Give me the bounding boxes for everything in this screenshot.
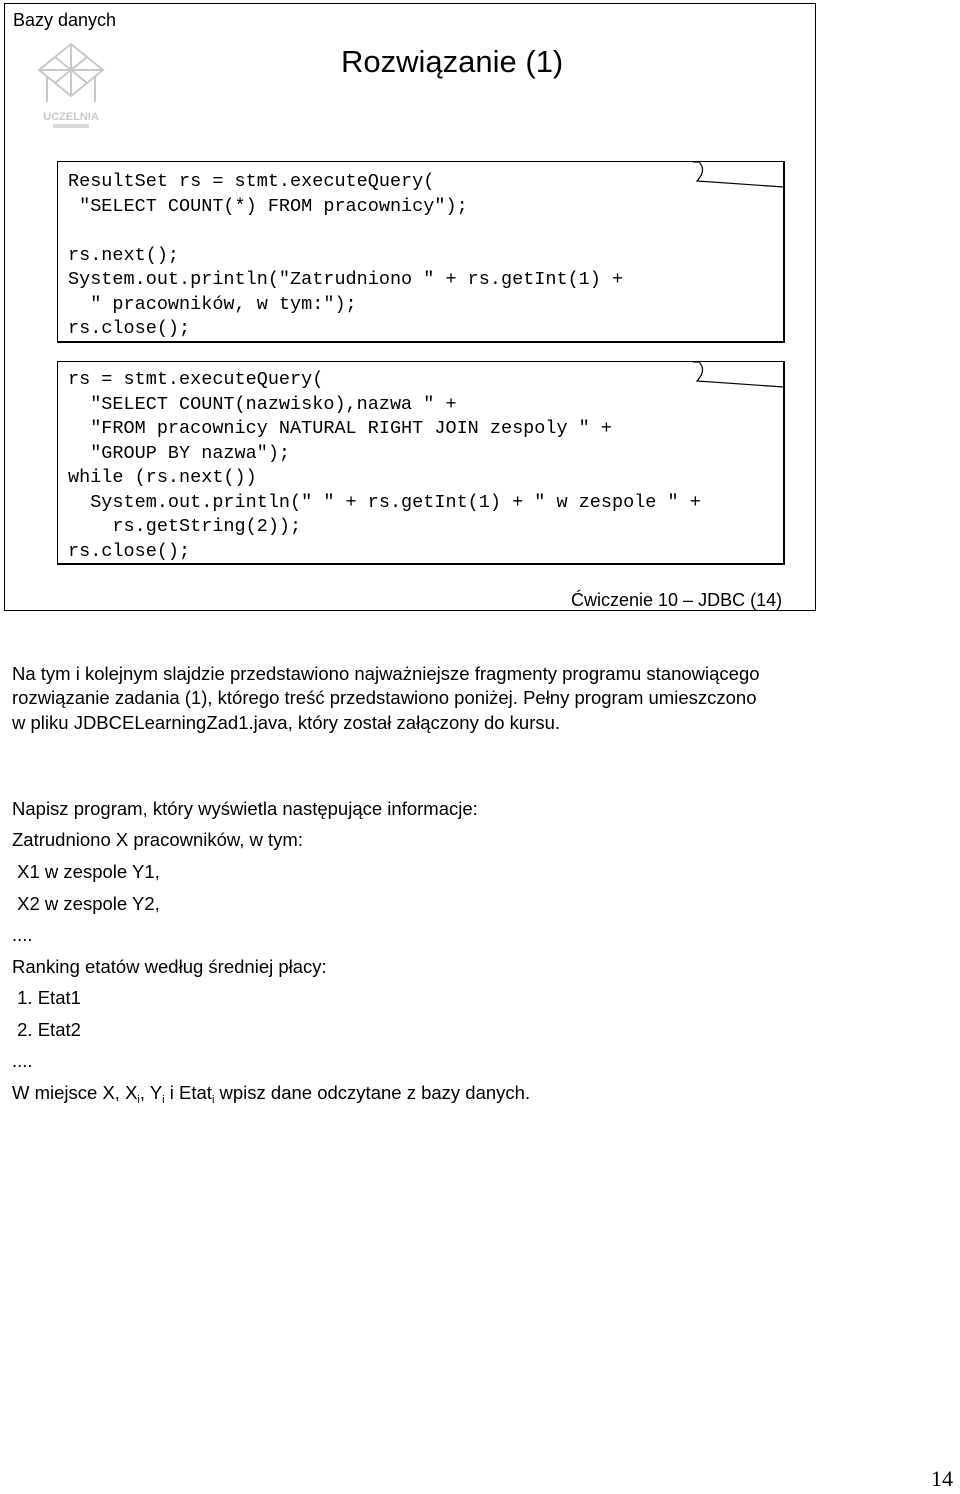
page-fold-corner-2: [693, 361, 785, 391]
code-block-2: [57, 361, 785, 565]
slide-frame: [4, 3, 816, 611]
task-line-1: Napisz program, który wyświetla następujące informacje:: [12, 798, 478, 819]
final-line-part-1: W miejsce X, X: [12, 1082, 138, 1103]
page-number: 14: [931, 1466, 953, 1491]
page-fold-corner-1: [693, 161, 785, 191]
task-line-9: ....: [12, 1050, 33, 1071]
slide-title: Rozwiązanie (1): [341, 44, 564, 79]
task-line-6: Ranking etatów według średniej płacy:: [12, 956, 327, 977]
task-line-8: 2. Etat2: [12, 1019, 81, 1040]
task-line-4: X2 w zespole Y2,: [12, 893, 160, 914]
code-text-2: rs = stmt.executeQuery( "SELECT COUNT(nazwisko),nazwa " + "FROM pracownicy NATURAL RIGHT JOIN zespoly " + "GROUP BY nazwa"); while (rs.next()) System.out.println(" " + rs.getInt(1) + " w zespole " + rs.getString(2)); rs.close();: [68, 369, 701, 562]
slide-footer: Ćwiczenie 10 – JDBC (14): [571, 590, 783, 610]
task-line-7: 1. Etat1: [12, 987, 81, 1008]
code-block-1: [57, 161, 785, 343]
task-line-3: X1 w zespole Y1,: [12, 861, 160, 882]
course-title: Bazy danych: [13, 10, 117, 30]
svg-text:UCZELNIA: UCZELNIA: [43, 111, 99, 123]
task-line-2: Zatrudniono X pracowników, w tym:: [12, 829, 303, 850]
final-line-sub-2: i: [162, 1094, 165, 1106]
final-line-part-2: , Y: [139, 1082, 163, 1103]
task-final-line: [12, 1082, 530, 1111]
code-text-1: ResultSet rs = stmt.executeQuery( "SELECT COUNT(*) FROM pracownicy"); rs.next(); System.out.println("Zatrudniono " + rs.getInt(1) + " pracowników, w tym:"); rs.close();: [68, 171, 624, 339]
final-line-part-4: wpisz dane odczytane z bazy danych.: [214, 1082, 531, 1103]
task-line-5: ....: [12, 924, 33, 945]
final-line-part-3: i Etat: [164, 1082, 212, 1103]
notes-description: Na tym i kolejnym slajdzie przedstawiono najważniejsze fragmenty programu stanowiącego rozwiązanie zadania (1), którego treść przedstawiono poniżej. Pełny program umieszczono w pliku JDBCELearningZad1.java, który został załączony do kursu.: [12, 663, 760, 733]
final-line-sub-3: i: [211, 1094, 215, 1106]
university-logo: [35, 40, 107, 132]
final-line-sub-1: i: [137, 1094, 140, 1106]
